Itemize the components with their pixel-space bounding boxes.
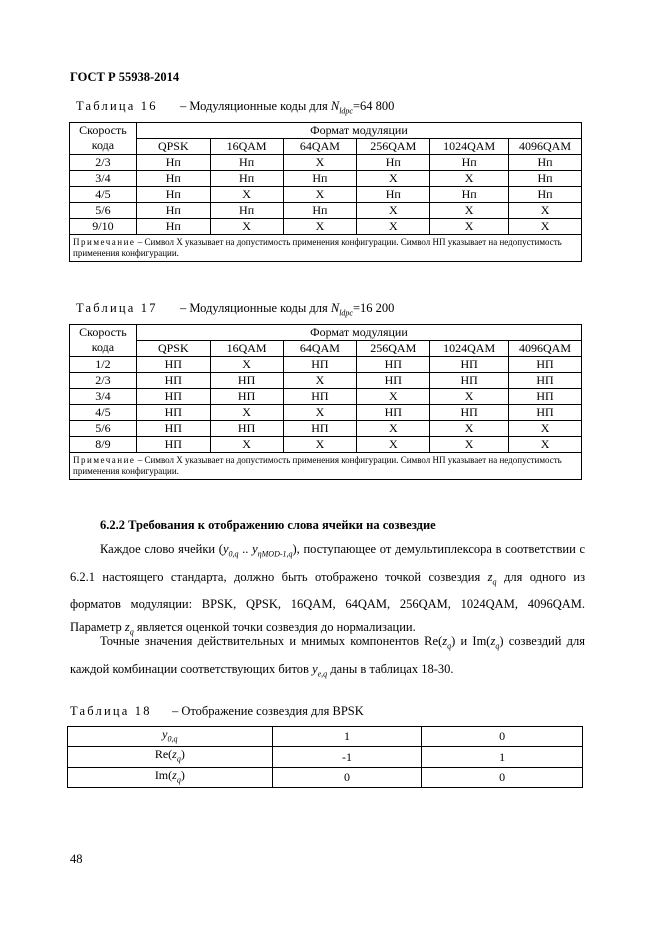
table-cell: Нп xyxy=(136,219,210,235)
table16-format-cell: QPSK xyxy=(136,139,210,155)
table-cell: Нп xyxy=(283,203,357,219)
table-cell: X xyxy=(283,437,357,453)
table-cell: НП xyxy=(210,373,283,389)
table-cell: X xyxy=(210,357,283,373)
table-cell: НП xyxy=(210,389,283,405)
p1-sub: q xyxy=(129,627,134,637)
p2-sub: q xyxy=(447,641,452,651)
table17-caption-sep: – xyxy=(179,301,187,315)
table-cell: X xyxy=(210,437,283,453)
table-cell: 8/9 xyxy=(70,437,137,453)
table-cell: X xyxy=(430,437,509,453)
table-cell: X xyxy=(509,219,582,235)
table-cell: Нп xyxy=(509,187,582,203)
table-cell: НП xyxy=(136,437,210,453)
table-cell: НП xyxy=(509,357,582,373)
table-cell: 2/3 xyxy=(70,373,137,389)
p2-text: даны в таблицах 18-30. xyxy=(330,661,454,676)
table18-var: y xyxy=(162,727,168,741)
table-cell: 4/5 xyxy=(70,187,137,203)
table-cell: НП xyxy=(210,421,283,437)
table18-row-label xyxy=(68,747,273,767)
document-standard-number: ГОСТ Р 55938-2014 xyxy=(70,70,180,84)
table-cell: X xyxy=(283,405,357,421)
table18-fn: Im( xyxy=(154,767,173,782)
table-cell: Нп xyxy=(430,187,509,203)
table-row xyxy=(68,767,583,787)
table-cell: 0 xyxy=(272,767,422,787)
table17-caption-label: Таблица 17 xyxy=(76,301,158,315)
table17-caption-text: Модуляционные коды для xyxy=(189,301,328,315)
table-cell: НП xyxy=(357,357,430,373)
table16-caption-var: N xyxy=(330,99,340,113)
table16-caption-value: =64 800 xyxy=(352,99,395,113)
table-cell: НП xyxy=(283,389,357,405)
table-cell: 3/4 xyxy=(70,389,137,405)
table-row xyxy=(70,437,582,453)
table-cell: 0 xyxy=(422,767,583,787)
table16-caption-sub: ldpc xyxy=(339,106,353,116)
table-row xyxy=(68,747,583,767)
p1-var: y xyxy=(252,542,258,556)
p2-text: ) созвездий для каждой комбинации соответствующих битов xyxy=(70,634,586,676)
table18-var-header xyxy=(68,727,273,747)
table-row xyxy=(70,357,582,373)
table-cell: X xyxy=(357,219,430,235)
table-row xyxy=(70,203,582,219)
table-cell: 5/6 xyxy=(70,421,137,437)
table16-rate-header: Скорость кода xyxy=(70,123,137,155)
table18-var: z xyxy=(172,747,177,762)
table-cell: НП xyxy=(136,357,210,373)
table-cell: 1 xyxy=(422,747,583,767)
table-row xyxy=(70,171,582,187)
table-row xyxy=(68,727,583,747)
table-cell: X xyxy=(210,219,283,235)
table18-caption-text: Отображение созвездия для BPSK xyxy=(181,704,364,718)
table16-note xyxy=(70,235,582,262)
table16-caption xyxy=(76,99,394,116)
table-cell: НП xyxy=(430,357,509,373)
table17-caption-value: =16 200 xyxy=(352,301,395,315)
table-row xyxy=(70,405,582,421)
table-cell: X xyxy=(509,437,582,453)
table-cell: Нп xyxy=(136,203,210,219)
p1-sub: 0,q xyxy=(228,549,239,559)
table16-format-cell: 16QAM xyxy=(210,139,283,155)
p1-text: Каждое слово ячейки ( xyxy=(100,542,223,556)
table17-note xyxy=(70,453,582,480)
table17-caption-var: N xyxy=(330,301,340,315)
table-cell: Нп xyxy=(136,187,210,203)
p1-sub: ηMOD-1,q xyxy=(257,549,293,559)
table-cell: НП xyxy=(136,421,210,437)
p2-text: ) и Im( xyxy=(451,634,491,648)
p2-var: z xyxy=(490,634,496,648)
table-cell: НП xyxy=(283,357,357,373)
table17-format-row xyxy=(70,341,582,357)
table-cell: Нп xyxy=(509,171,582,187)
table-row xyxy=(70,219,582,235)
table16-format-cell: 64QAM xyxy=(283,139,357,155)
table18-sub: q xyxy=(176,775,181,785)
page-number: 48 xyxy=(70,852,83,866)
table-cell: Нп xyxy=(210,155,283,171)
table-cell: Нп xyxy=(357,187,430,203)
table16-note-text: – Символ X указывает на допустимость применения конфигурации. Символ НП указывает на недопустимость применения конфигурации. xyxy=(73,237,562,258)
table-cell: 2/3 xyxy=(70,155,137,171)
table-cell: X xyxy=(357,437,430,453)
table-cell: X xyxy=(357,421,430,437)
table-cell: X xyxy=(357,171,430,187)
table-cell: 4/5 xyxy=(70,405,137,421)
p1-var: z xyxy=(124,620,130,634)
table-cell: НП xyxy=(509,405,582,421)
table17-format-cell: 4096QAM xyxy=(509,341,582,357)
table-cell: 0 xyxy=(422,727,583,747)
table18-sub: 0,q xyxy=(167,734,178,744)
table17-format-cell: 16QAM xyxy=(210,341,283,357)
p1-sub: q xyxy=(492,577,497,586)
p1-var: z xyxy=(487,569,493,584)
table16-note-label: Примечание xyxy=(73,237,136,247)
p2-text: Точные значения действительных и мнимых компонентов Re( xyxy=(100,634,443,648)
table-cell: X xyxy=(430,219,509,235)
table18-caption-label: Таблица 18 xyxy=(70,704,152,718)
table-cell: 9/10 xyxy=(70,219,137,235)
table17-caption-sub: ldpc xyxy=(339,308,353,318)
table-cell: 3/4 xyxy=(70,171,137,187)
table-row xyxy=(70,155,582,171)
table18 xyxy=(67,726,583,788)
p1-var: y xyxy=(222,542,229,556)
table-cell: X xyxy=(509,421,582,437)
p2-var: y xyxy=(312,661,318,676)
p2-sub: e,q xyxy=(317,669,328,678)
table-cell: НП xyxy=(509,373,582,389)
table-cell: Нп xyxy=(136,155,210,171)
table17-format-cell: QPSK xyxy=(136,341,210,357)
table17-caption xyxy=(76,301,394,318)
table18-fn: ) xyxy=(180,747,185,762)
table17 xyxy=(69,324,582,480)
table17-format-cell: 64QAM xyxy=(283,341,357,357)
table-cell: НП xyxy=(136,389,210,405)
table-cell: X xyxy=(430,389,509,405)
table16-format-header: Формат модуляции xyxy=(136,123,581,139)
table16-caption-text: Модуляционные коды для xyxy=(189,99,328,113)
table-cell: Нп xyxy=(357,155,430,171)
table16-format-cell: 4096QAM xyxy=(509,139,582,155)
p2-var: z xyxy=(442,634,448,648)
table18-caption xyxy=(70,704,364,719)
table-cell: Нп xyxy=(509,155,582,171)
table-cell: НП xyxy=(136,405,210,421)
table-cell: НП xyxy=(509,389,582,405)
table-cell: НП xyxy=(283,421,357,437)
table18-fn: Re( xyxy=(154,747,173,762)
table-row xyxy=(70,187,582,203)
table-cell: X xyxy=(210,405,283,421)
section-heading: 6.2.2 Требования к отображению слова ячейки на созвездие xyxy=(100,518,436,532)
table-cell: X xyxy=(283,187,357,203)
table17-note-text: – Символ X указывает на допустимость применения конфигурации. Символ НП указывает на недопустимость применения конфигурации. xyxy=(73,455,562,476)
table-row xyxy=(70,373,582,389)
p2-sub: q xyxy=(495,641,500,651)
table18-sub: q xyxy=(176,754,181,764)
table-cell: 5/6 xyxy=(70,203,137,219)
table16-caption-sep: – xyxy=(179,99,187,113)
p1-text: ), поступающее от демультиплексора в соответствии с 6.2.1 настоящего стандарта, должно быть отображено точкой созвездия xyxy=(70,542,585,584)
p1-text: является оценкой точки созвездия до нормализации. xyxy=(136,620,416,634)
table-cell: Нп xyxy=(210,171,283,187)
table-cell: НП xyxy=(357,405,430,421)
table16-caption-label: Таблица 16 xyxy=(76,99,158,113)
table-cell: X xyxy=(357,203,430,219)
table-cell: X xyxy=(283,155,357,171)
table-cell: НП xyxy=(430,373,509,389)
table-cell: X xyxy=(357,389,430,405)
table-cell: -1 xyxy=(272,747,422,767)
table17-format-cell: 1024QAM xyxy=(430,341,509,357)
p1-text: .. xyxy=(238,542,253,556)
table16 xyxy=(69,122,582,262)
table17-note-label: Примечание xyxy=(73,455,136,465)
table-cell: X xyxy=(283,373,357,389)
table-row xyxy=(70,389,582,405)
table-cell: X xyxy=(430,171,509,187)
table17-format-cell: 256QAM xyxy=(357,341,430,357)
table-row xyxy=(70,421,582,437)
table-cell: Нп xyxy=(283,171,357,187)
table-cell: Нп xyxy=(430,155,509,171)
table-cell: Нп xyxy=(136,171,210,187)
table-cell: НП xyxy=(430,405,509,421)
table-cell: X xyxy=(430,421,509,437)
table16-format-cell: 1024QAM xyxy=(430,139,509,155)
table17-rate-header: Скорость кода xyxy=(70,325,137,357)
table18-fn: ) xyxy=(180,767,185,782)
table16-format-row xyxy=(70,139,582,155)
table16-format-cell: 256QAM xyxy=(357,139,430,155)
table18-var: z xyxy=(172,767,177,782)
table-cell: X xyxy=(509,203,582,219)
table-cell: НП xyxy=(136,373,210,389)
table18-caption-sep: – xyxy=(171,704,179,718)
table17-format-header: Формат модуляции xyxy=(136,325,581,341)
paragraph-1 xyxy=(70,538,585,644)
table18-row-label xyxy=(68,767,273,787)
table-cell: Нп xyxy=(210,203,283,219)
table-cell: X xyxy=(283,219,357,235)
table-cell: X xyxy=(210,187,283,203)
table-cell: X xyxy=(430,203,509,219)
table-cell: НП xyxy=(357,373,430,389)
table-cell: 1 xyxy=(272,727,422,747)
table-cell: 1/2 xyxy=(70,357,137,373)
p1-text: для одного из форматов модуляции: BPSK, QPSK, 16QAM, 64QAM, 256QAM, 1024QAM, 4096QAM. Параметр xyxy=(70,569,586,634)
